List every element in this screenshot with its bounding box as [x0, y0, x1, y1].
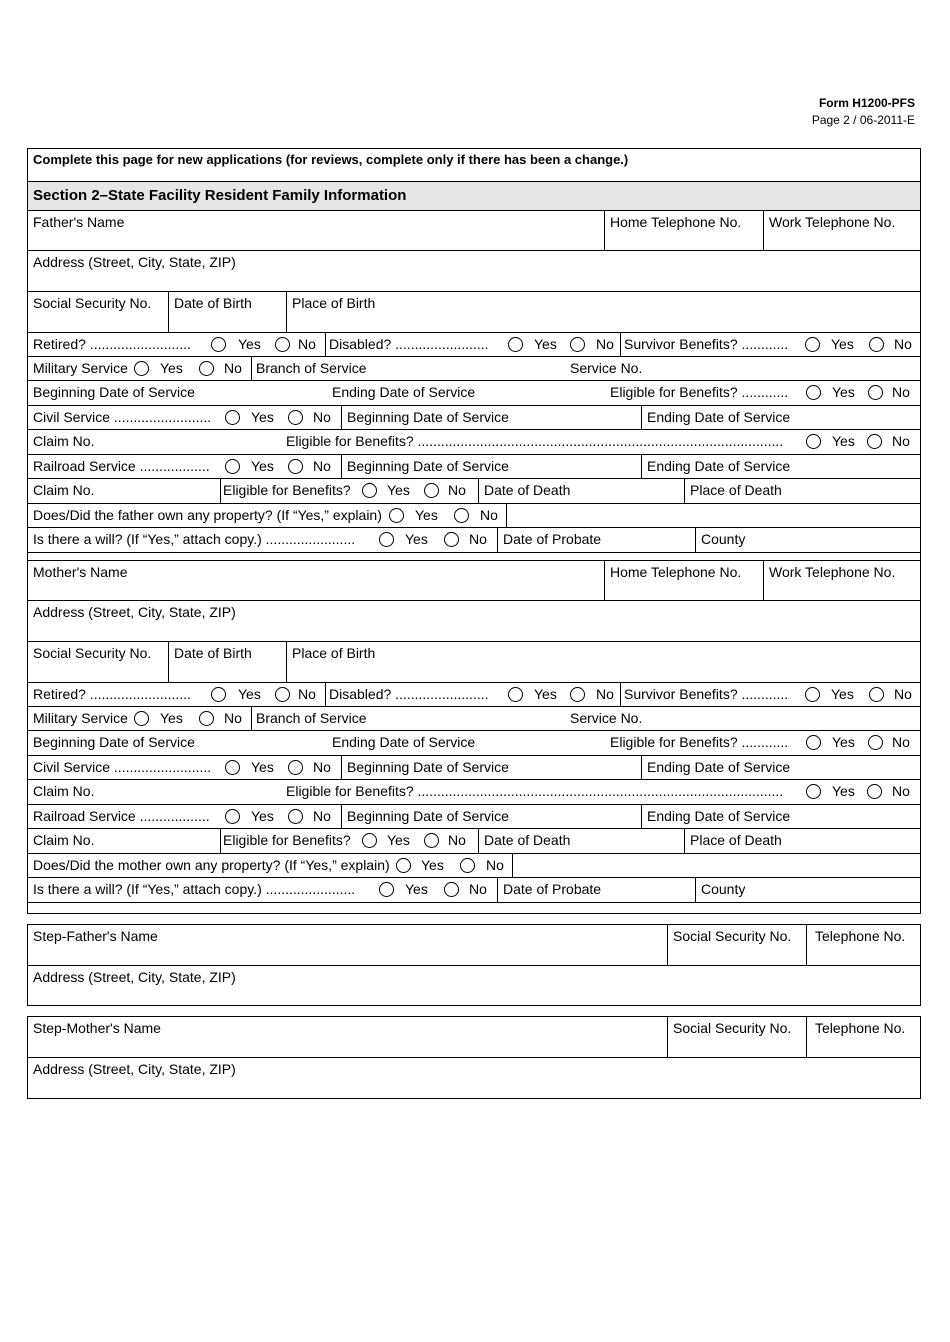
family-info-box [27, 148, 921, 914]
father-will-label: Is there a will? (If “Yes,” attach copy.) ....................... [33, 531, 356, 547]
mother-service-no-field[interactable]: Service No. [570, 710, 643, 726]
father-civil-eligible-no-radio[interactable] [867, 434, 882, 449]
father-property-row: Does/Did the father own any property? (If “Yes,” explain) Yes No [28, 504, 920, 528]
father-begin-date-field[interactable]: Beginning Date of Service [33, 384, 195, 400]
father-railroad-eligible-yes-radio[interactable] [362, 483, 377, 498]
father-civil-eligible-yes-radio[interactable] [806, 434, 821, 449]
father-name-field[interactable]: Father's Name [33, 214, 125, 230]
mother-will-label: Is there a will? (If “Yes,” attach copy.) ....................... [33, 881, 356, 897]
mother-address-row [28, 601, 920, 642]
father-work-tel-field[interactable]: Work Telephone No. [763, 211, 920, 250]
page-number: Page 2 / 06-2011-E [811, 113, 915, 127]
father-disabled-label: Disabled? ........................ [329, 336, 489, 352]
mother-military-no-radio[interactable] [199, 711, 214, 726]
father-military-yes-radio[interactable] [134, 361, 149, 376]
father-survivor-no-radio[interactable] [869, 337, 884, 352]
mother-property-explain-field[interactable] [512, 854, 920, 877]
father-survivor-yes-radio[interactable] [805, 337, 820, 352]
mother-survivor-label: Survivor Benefits? ............ [624, 686, 789, 702]
father-military-no-radio[interactable] [199, 361, 214, 376]
stepfather-tel-field[interactable]: Telephone No. [806, 925, 920, 965]
mother-survivor-no-radio[interactable] [869, 687, 884, 702]
mother-end-date-field[interactable]: Ending Date of Service [332, 734, 476, 750]
form-number: Form H1200-PFS [818, 96, 915, 110]
father-property-yes-radio[interactable] [389, 508, 404, 523]
stepfather-name-field[interactable]: Step-Father's Name [33, 928, 158, 944]
mother-pod-field[interactable]: Place of Death [684, 829, 920, 853]
mother-ssn-row [28, 642, 920, 683]
mother-will-yes-radio[interactable] [379, 882, 394, 897]
mother-disabled-no-radio[interactable] [570, 687, 585, 702]
mother-probate-field[interactable]: Date of Probate [497, 878, 695, 902]
mother-dob-field[interactable]: Date of Birth [168, 642, 286, 682]
mother-name-row [28, 561, 920, 601]
stepfather-box [27, 924, 921, 1006]
father-civil-row: Civil Service ......................... Yes No Beginning Date of Service Ending Date of Service [28, 406, 920, 430]
mother-property-row: Does/Did the mother own any property? (If “Yes,” explain) Yes No [28, 854, 920, 878]
father-mil-eligible-no-radio[interactable] [868, 385, 883, 400]
mother-civil-eligible-label: Eligible for Benefits? .............................................................................................. [286, 783, 784, 799]
father-civil-label: Civil Service ......................... [33, 409, 212, 425]
mother-civil-no-radio[interactable] [288, 760, 303, 775]
mother-dod-field[interactable]: Date of Death [478, 829, 684, 853]
mother-property-label: Does/Did the mother own any property? (If “Yes,” explain) [33, 857, 390, 873]
father-railroad-end-field[interactable]: Ending Date of Service [641, 455, 920, 478]
father-civil-no-radio[interactable] [288, 410, 303, 425]
mother-home-tel-field[interactable]: Home Telephone No. [604, 561, 763, 600]
mother-will-no-radio[interactable] [444, 882, 459, 897]
father-railroad-eligible-label: Eligible for Benefits? [223, 482, 351, 498]
mother-civil-yes-radio[interactable] [225, 760, 240, 775]
mother-mil-eligible-yes-radio[interactable] [806, 735, 821, 750]
mother-railroad-begin-field[interactable]: Beginning Date of Service [341, 805, 641, 828]
mother-retired-yes-radio[interactable] [211, 687, 226, 702]
mother-civil-eligible-yes-radio[interactable] [806, 784, 821, 799]
father-will-yes-radio[interactable] [379, 532, 394, 547]
father-railroad-eligible-no-radio[interactable] [424, 483, 439, 498]
father-railroad-label: Railroad Service .................. [33, 458, 210, 474]
father-property-no-radio[interactable] [454, 508, 469, 523]
father-county-field[interactable]: County [695, 528, 920, 552]
father-mil-eligible-yes-radio[interactable] [806, 385, 821, 400]
stepmother-name-field[interactable]: Step-Mother's Name [33, 1020, 161, 1036]
father-mil-eligible-label: Eligible for Benefits? ............ [610, 384, 789, 400]
father-retired-label: Retired? .......................... [33, 336, 191, 352]
mother-railroad-no-radio[interactable] [288, 809, 303, 824]
mother-benefits-row: Retired? .......................... Yes No Disabled? ........................ Yes No Survivor Benefits? ............ Yes No [28, 683, 920, 707]
father-retired-yes-radio[interactable] [211, 337, 226, 352]
mother-mil-eligible-no-radio[interactable] [868, 735, 883, 750]
stepfather-name-row [28, 925, 920, 966]
mother-retired-no-radio[interactable] [275, 687, 290, 702]
father-death-row: Claim No. Eligible for Benefits? Yes No Date of Death Place of Death [28, 479, 920, 504]
father-probate-field[interactable]: Date of Probate [497, 528, 695, 552]
form-header [812, 95, 915, 129]
father-spacer [28, 553, 920, 561]
mother-mil-eligible-label: Eligible for Benefits? ............ [610, 734, 789, 750]
mother-will-row: Is there a will? (If “Yes,” attach copy.) ....................... Yes No Date of Probate County [28, 878, 920, 903]
mother-property-yes-radio[interactable] [396, 858, 411, 873]
father-will-row: Is there a will? (If “Yes,” attach copy.) ....................... Yes No Date of Probate County [28, 528, 920, 553]
father-railroad-claim-field[interactable]: Claim No. [33, 482, 95, 498]
father-dob-field[interactable]: Date of Birth [168, 292, 286, 332]
father-survivor-label: Survivor Benefits? ............ [624, 336, 789, 352]
mother-railroad-eligible-yes-radio[interactable] [362, 833, 377, 848]
stepfather-ssn-field[interactable]: Social Security No. [667, 925, 806, 965]
mother-work-tel-field[interactable]: Work Telephone No. [763, 561, 920, 600]
father-civil-begin-field[interactable]: Beginning Date of Service [341, 406, 641, 429]
father-disabled-no-radio[interactable] [570, 337, 585, 352]
mother-military-row: Military Service Yes No Branch of Service Service No. [28, 707, 920, 731]
father-military-row: Military Service Yes No Branch of Service Service No. [28, 357, 920, 381]
stepmother-address-row [28, 1058, 920, 1098]
mother-railroad-yes-radio[interactable] [225, 809, 240, 824]
father-civil-yes-radio[interactable] [225, 410, 240, 425]
father-service-no-field[interactable]: Service No. [570, 360, 643, 376]
stepfather-address-row [28, 966, 920, 1005]
mother-pob-field[interactable]: Place of Birth [286, 642, 920, 682]
mother-death-row: Claim No. Eligible for Benefits? Yes No Date of Death Place of Death [28, 829, 920, 854]
father-ssn-field[interactable]: Social Security No. [33, 295, 152, 311]
section-title-row [28, 182, 920, 211]
father-will-no-radio[interactable] [444, 532, 459, 547]
father-railroad-no-radio[interactable] [288, 459, 303, 474]
mother-county-field[interactable]: County [695, 878, 920, 902]
mother-spacer [28, 903, 920, 913]
mother-service-dates-row: Beginning Date of Service Ending Date of Service Eligible for Benefits? ............ Yes No [28, 731, 920, 756]
father-property-label: Does/Did the father own any property? (If “Yes,” explain) [33, 507, 382, 523]
father-retired-no-radio[interactable] [275, 337, 290, 352]
father-name-row [28, 211, 920, 251]
intro-text: Complete this page for new applications (for reviews, complete only if there has been a change.) [33, 152, 629, 167]
mother-branch-field[interactable]: Branch of Service [251, 707, 566, 730]
mother-civil-claim-field[interactable]: Claim No. [33, 783, 95, 799]
father-pod-field[interactable]: Place of Death [684, 479, 920, 503]
mother-property-no-radio[interactable] [460, 858, 475, 873]
father-ssn-row [28, 292, 920, 333]
mother-civil-row: Civil Service ......................... Yes No Beginning Date of Service Ending Date of Service [28, 756, 920, 780]
section-title: Section 2–State Facility Resident Family Information [33, 187, 407, 204]
stepfather-address-field[interactable]: Address (Street, City, State, ZIP) [33, 969, 236, 985]
father-railroad-yes-radio[interactable] [225, 459, 240, 474]
father-railroad-begin-field[interactable]: Beginning Date of Service [341, 455, 641, 478]
mother-civil-begin-field[interactable]: Beginning Date of Service [341, 756, 641, 779]
mother-block [28, 561, 920, 913]
father-home-tel-field[interactable]: Home Telephone No. [604, 211, 763, 250]
mother-name-field[interactable]: Mother's Name [33, 564, 128, 580]
father-property-explain-field[interactable] [506, 504, 920, 527]
mother-railroad-claim-field[interactable]: Claim No. [33, 832, 95, 848]
father-railroad-row: Railroad Service .................. Yes No Beginning Date of Service Ending Date of Service [28, 455, 920, 479]
stepmother-tel-field[interactable]: Telephone No. [806, 1017, 920, 1057]
stepmother-address-field[interactable]: Address (Street, City, State, ZIP) [33, 1061, 236, 1077]
stepmother-name-row [28, 1017, 920, 1058]
father-civil-claim-row: Claim No. Eligible for Benefits? .............................................................................................. Yes No [28, 430, 920, 455]
mother-civil-end-field[interactable]: Ending Date of Service [641, 756, 920, 779]
mother-military-yes-radio[interactable] [134, 711, 149, 726]
father-branch-field[interactable]: Branch of Service [251, 357, 566, 380]
mother-railroad-eligible-label: Eligible for Benefits? [223, 832, 351, 848]
father-address-field[interactable]: Address (Street, City, State, ZIP) [33, 254, 236, 270]
stepmother-box [27, 1016, 921, 1099]
mother-disabled-label: Disabled? ........................ [329, 686, 489, 702]
mother-disabled-yes-radio[interactable] [508, 687, 523, 702]
mother-railroad-eligible-no-radio[interactable] [424, 833, 439, 848]
mother-address-field[interactable]: Address (Street, City, State, ZIP) [33, 604, 236, 620]
mother-civil-eligible-no-radio[interactable] [867, 784, 882, 799]
mother-civil-label: Civil Service ......................... [33, 759, 212, 775]
father-benefits-row: Retired? .......................... Yes No Disabled? ........................ Yes No Survivor Benefits? ............ Yes No [28, 333, 920, 357]
father-block [28, 211, 920, 561]
father-civil-eligible-label: Eligible for Benefits? .............................................................................................. [286, 433, 784, 449]
mother-ssn-field[interactable]: Social Security No. [33, 645, 152, 661]
mother-begin-date-field[interactable]: Beginning Date of Service [33, 734, 195, 750]
mother-survivor-yes-radio[interactable] [805, 687, 820, 702]
mother-railroad-row: Railroad Service .................. Yes No Beginning Date of Service Ending Date of Service [28, 805, 920, 829]
stepmother-ssn-field[interactable]: Social Security No. [667, 1017, 806, 1057]
mother-railroad-label: Railroad Service .................. [33, 808, 210, 824]
intro-row [28, 149, 920, 182]
father-dod-field[interactable]: Date of Death [478, 479, 684, 503]
mother-military-label: Military Service [33, 710, 128, 726]
father-pob-field[interactable]: Place of Birth [286, 292, 920, 332]
father-military-label: Military Service [33, 360, 128, 376]
mother-civil-claim-row: Claim No. Eligible for Benefits? .............................................................................................. Yes No [28, 780, 920, 805]
father-end-date-field[interactable]: Ending Date of Service [332, 384, 476, 400]
mother-retired-label: Retired? .......................... [33, 686, 191, 702]
father-service-dates-row: Beginning Date of Service Ending Date of Service Eligible for Benefits? ............ Yes No [28, 381, 920, 406]
father-address-row [28, 251, 920, 292]
mother-railroad-end-field[interactable]: Ending Date of Service [641, 805, 920, 828]
father-civil-end-field[interactable]: Ending Date of Service [641, 406, 920, 429]
father-civil-claim-field[interactable]: Claim No. [33, 433, 95, 449]
father-disabled-yes-radio[interactable] [508, 337, 523, 352]
